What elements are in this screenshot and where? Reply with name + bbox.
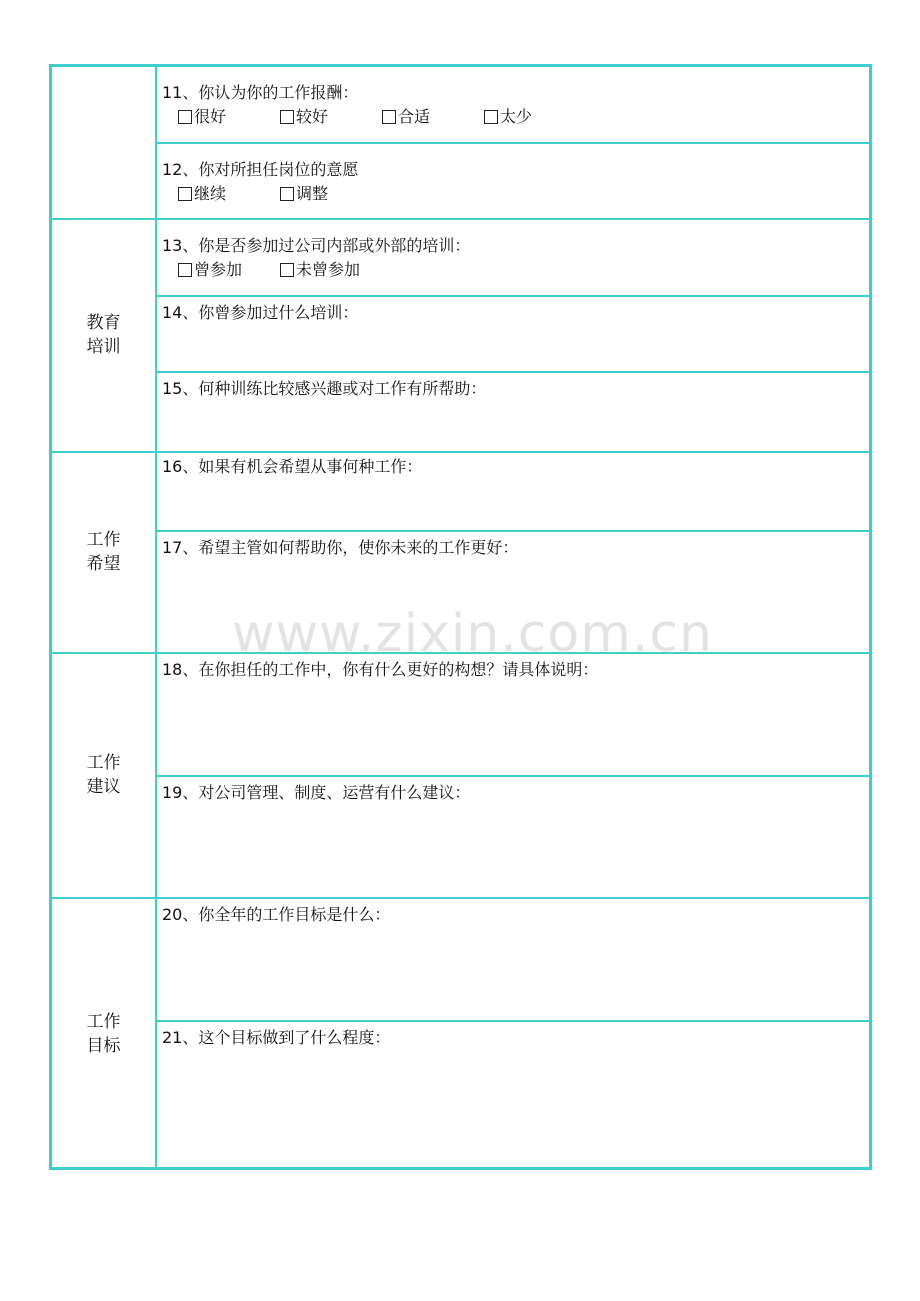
question-18: 18、在你担任的工作中，你有什么更好的构想？请具体说明： (162, 660, 599, 679)
q13-option-not-attended[interactable] (280, 258, 360, 282)
column-divider (155, 67, 157, 1167)
question-14: 14、你曾参加过什么培训： (162, 303, 359, 322)
section-divider (52, 218, 869, 220)
option-label: 合适 (398, 107, 431, 126)
option-label: 较好 (296, 107, 329, 126)
option-label: 继续 (194, 184, 227, 203)
checkbox-icon[interactable] (280, 187, 294, 201)
q13-option-attended[interactable] (178, 258, 280, 282)
q11-options (178, 105, 532, 129)
row-divider (155, 142, 869, 144)
row-divider (155, 371, 869, 373)
option-label: 曾参加 (194, 260, 243, 279)
q11-option-very-good[interactable] (178, 105, 280, 129)
checkbox-icon[interactable] (280, 263, 294, 277)
q12-option-adjust[interactable] (280, 182, 328, 206)
q11-option-too-little[interactable] (484, 105, 532, 129)
section-divider (52, 897, 869, 899)
q12-option-continue[interactable] (178, 182, 280, 206)
category-work-suggestion: 工作 建议 (86, 753, 121, 797)
watermark: www.zixin.com.cn (232, 604, 713, 664)
checkbox-icon[interactable] (382, 110, 396, 124)
option-label: 太少 (500, 107, 533, 126)
option-label: 很好 (194, 107, 227, 126)
q13-options (178, 258, 360, 282)
question-17: 17、希望主管如何帮助你，使你未来的工作更好： (162, 538, 519, 557)
question-15: 15、何种训练比较感兴趣或对工作有所帮助： (162, 379, 487, 398)
section-divider (52, 451, 869, 453)
checkbox-icon[interactable] (280, 110, 294, 124)
question-19: 19、对公司管理、制度、运营有什么建议： (162, 783, 471, 802)
row-divider (155, 295, 869, 297)
row-divider (155, 1020, 869, 1022)
q11-option-suitable[interactable] (382, 105, 484, 129)
category-education-training: 教育 培训 (86, 313, 121, 357)
row-divider (155, 775, 869, 777)
question-11: 11、你认为你的工作报酬： (162, 83, 359, 102)
checkbox-icon[interactable] (484, 110, 498, 124)
question-20: 20、你全年的工作目标是什么： (162, 905, 391, 924)
question-12: 12、你对所担任岗位的意愿 (162, 160, 359, 179)
question-13: 13、你是否参加过公司内部或外部的培训： (162, 236, 471, 255)
question-21: 21、这个目标做到了什么程度： (162, 1028, 391, 1047)
row-divider (155, 530, 869, 532)
checkbox-icon[interactable] (178, 187, 192, 201)
option-label: 未曾参加 (296, 260, 361, 279)
option-label: 调整 (296, 184, 329, 203)
q11-option-good[interactable] (280, 105, 382, 129)
checkbox-icon[interactable] (178, 110, 192, 124)
category-work-hope: 工作 希望 (86, 530, 121, 574)
category-work-goal: 工作 目标 (86, 1012, 121, 1056)
question-16: 16、如果有机会希望从事何种工作： (162, 457, 423, 476)
checkbox-icon[interactable] (178, 263, 192, 277)
q12-options (178, 182, 328, 206)
